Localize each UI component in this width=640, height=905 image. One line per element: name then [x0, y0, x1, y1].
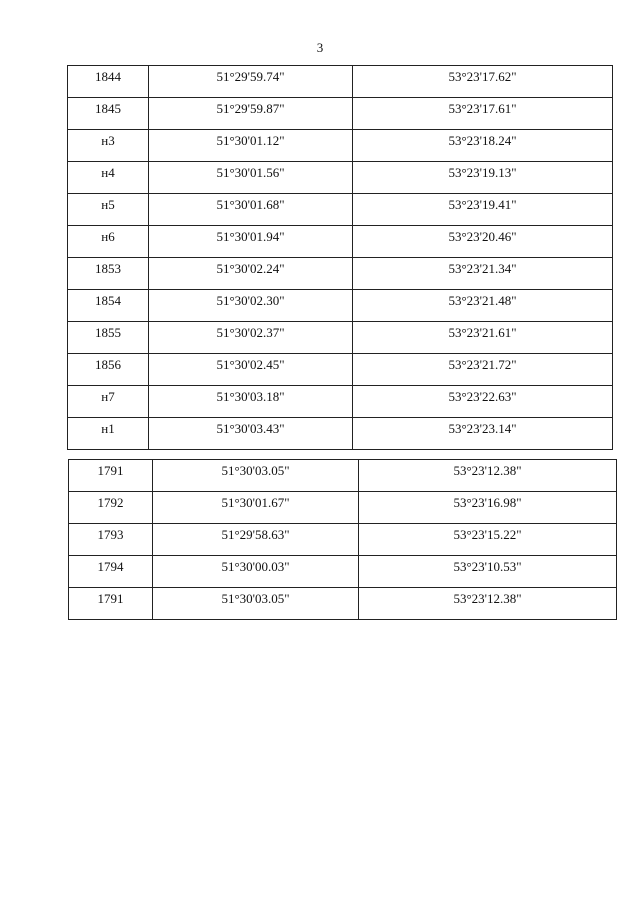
point-number-cell: 1845 [68, 98, 149, 130]
table-row [68, 194, 613, 226]
point-number-cell: 1791 [69, 588, 153, 620]
point-number-cell: 1854 [68, 290, 149, 322]
latitude-cell: 51°30'01.12" [149, 130, 353, 162]
point-number-cell: 1794 [69, 556, 153, 588]
table-row [68, 418, 613, 450]
longitude-cell: 53°23'17.62" [353, 66, 613, 98]
longitude-cell: 53°23'18.24" [353, 130, 613, 162]
table-row [68, 130, 613, 162]
point-number-cell: н7 [68, 386, 149, 418]
latitude-cell: 51°30'01.68" [149, 194, 353, 226]
latitude-cell: 51°29'59.74" [149, 66, 353, 98]
longitude-cell: 53°23'22.63" [353, 386, 613, 418]
latitude-cell: 51°30'00.03" [153, 556, 359, 588]
coordinates-table-2-body [69, 460, 617, 620]
longitude-cell: 53°23'21.34" [353, 258, 613, 290]
table-row [69, 492, 617, 524]
latitude-cell: 51°29'59.87" [149, 98, 353, 130]
point-number-cell: 1853 [68, 258, 149, 290]
coordinates-table-2 [68, 459, 617, 620]
latitude-cell: 51°30'02.45" [149, 354, 353, 386]
page-number: 3 [316, 40, 324, 55]
point-number-cell: 1856 [68, 354, 149, 386]
longitude-cell: 53°23'19.41" [353, 194, 613, 226]
longitude-cell: 53°23'16.98" [359, 492, 617, 524]
table-row [68, 386, 613, 418]
longitude-cell: 53°23'21.48" [353, 290, 613, 322]
latitude-cell: 51°30'03.05" [153, 588, 359, 620]
longitude-cell: 53°23'17.61" [353, 98, 613, 130]
longitude-cell: 53°23'12.38" [359, 588, 617, 620]
latitude-cell: 51°30'02.24" [149, 258, 353, 290]
longitude-cell: 53°23'21.72" [353, 354, 613, 386]
latitude-cell: 51°30'02.30" [149, 290, 353, 322]
table-row [68, 66, 613, 98]
latitude-cell: 51°29'58.63" [153, 524, 359, 556]
longitude-cell: 53°23'15.22" [359, 524, 617, 556]
point-number-cell: н1 [68, 418, 149, 450]
table-row [69, 460, 617, 492]
latitude-cell: 51°30'03.43" [149, 418, 353, 450]
point-number-cell: н5 [68, 194, 149, 226]
latitude-cell: 51°30'03.18" [149, 386, 353, 418]
table-row [68, 354, 613, 386]
longitude-cell: 53°23'23.14" [353, 418, 613, 450]
table-row [68, 322, 613, 354]
point-number-cell: н4 [68, 162, 149, 194]
table-row [69, 524, 617, 556]
table-row [69, 556, 617, 588]
table-row [69, 588, 617, 620]
latitude-cell: 51°30'01.56" [149, 162, 353, 194]
latitude-cell: 51°30'01.94" [149, 226, 353, 258]
latitude-cell: 51°30'02.37" [149, 322, 353, 354]
point-number-cell: 1792 [69, 492, 153, 524]
table-row [68, 226, 613, 258]
point-number-cell: 1855 [68, 322, 149, 354]
point-number-cell: 1793 [69, 524, 153, 556]
table-row [68, 290, 613, 322]
latitude-cell: 51°30'03.05" [153, 460, 359, 492]
point-number-cell: 1844 [68, 66, 149, 98]
point-number-cell: н3 [68, 130, 149, 162]
point-number-cell: н6 [68, 226, 149, 258]
longitude-cell: 53°23'10.53" [359, 556, 617, 588]
table-row [68, 258, 613, 290]
longitude-cell: 53°23'12.38" [359, 460, 617, 492]
point-number-cell: 1791 [69, 460, 153, 492]
latitude-cell: 51°30'01.67" [153, 492, 359, 524]
coordinates-table-1-body [68, 66, 613, 450]
coordinates-table-1 [67, 65, 613, 450]
longitude-cell: 53°23'19.13" [353, 162, 613, 194]
longitude-cell: 53°23'20.46" [353, 226, 613, 258]
table-row [68, 162, 613, 194]
table-row [68, 98, 613, 130]
longitude-cell: 53°23'21.61" [353, 322, 613, 354]
